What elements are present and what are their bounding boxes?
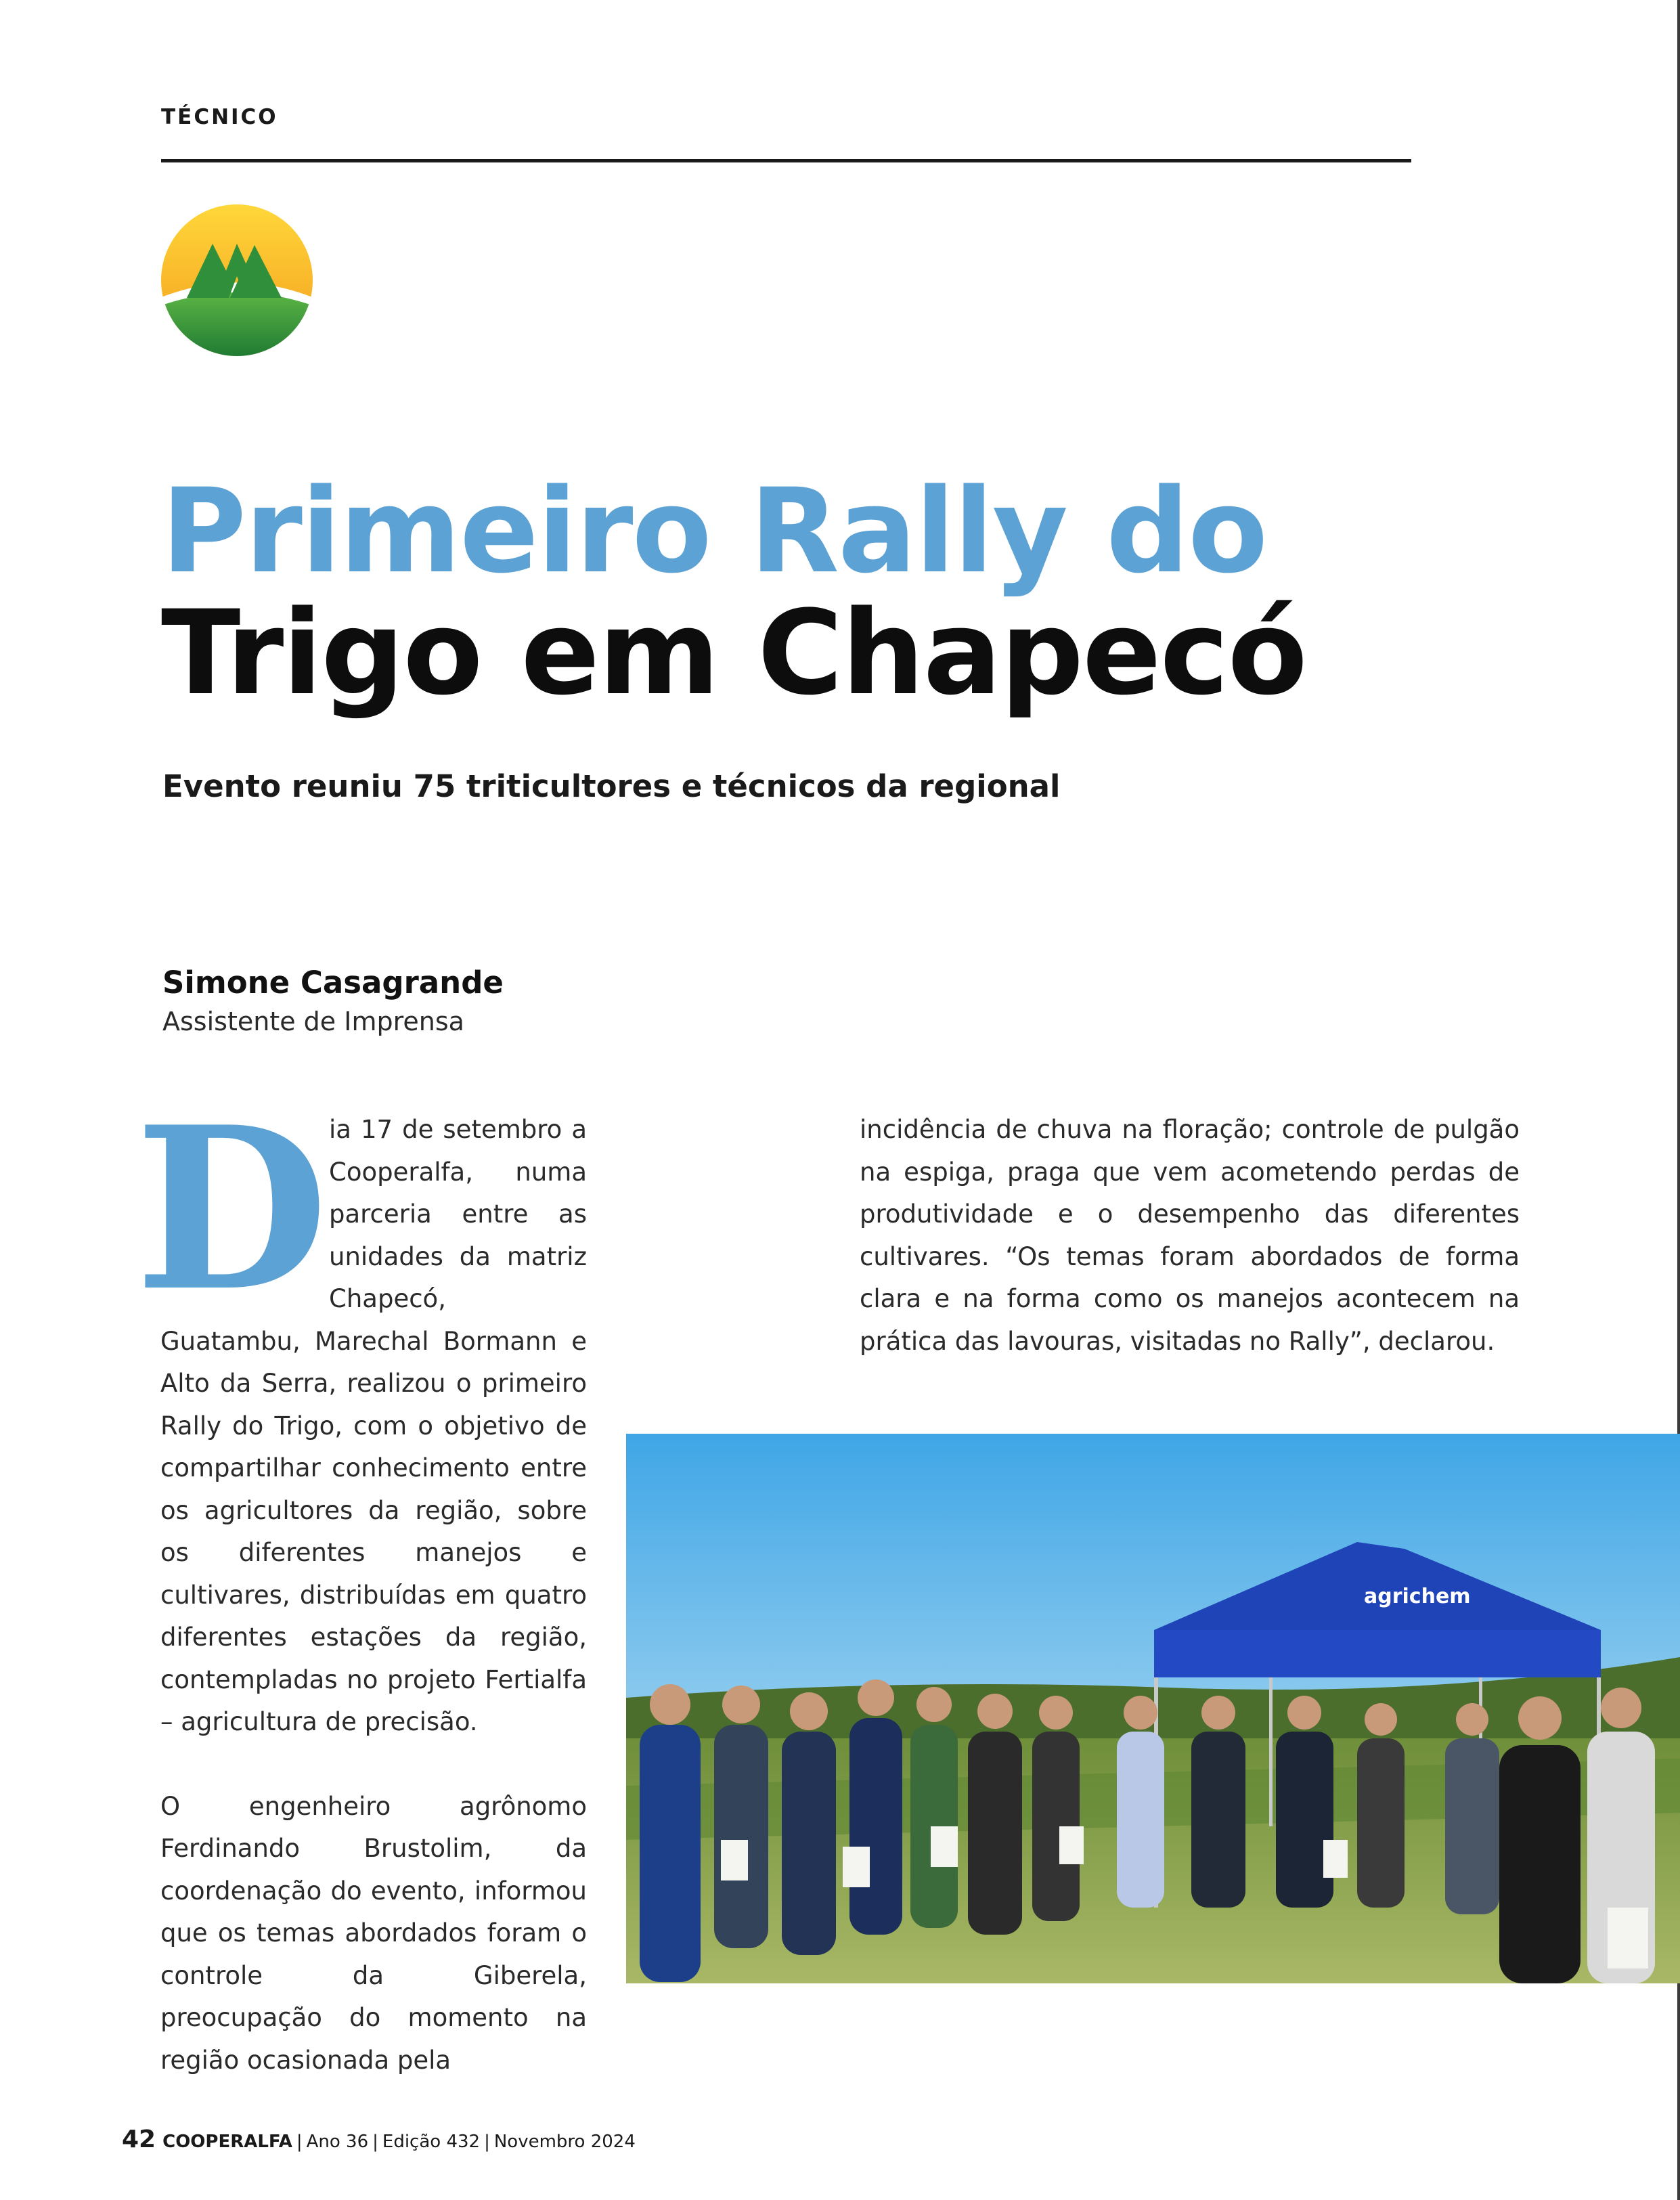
page-number: 42 (122, 2126, 156, 2153)
paragraph-1-text: ia 17 de setembro a Cooperalfa, numa parceria entre as unidades da matriz Chapecó, Guatambu, Marechal Bormann e Alto da Serra, realizou o primeiro Rally do Trigo, com o objetivo de compartilhar conhecimento entre os agricultores da região, sobre os diferentes manejos e cultivares, distribuídas em quatro diferentes estações da região, contempladas no projeto Fertialfa – agricultura de precisão. (160, 1115, 587, 1736)
author-name: Simone Casagrande (162, 965, 504, 1000)
paragraph-1 (135, 1078, 587, 1744)
footer-date: Novembro 2024 (493, 2132, 636, 2152)
article-column-1 (135, 1078, 587, 2082)
article-title-line2: Trigo em Chapecó (161, 585, 1306, 721)
footer-edition: Edição 432 (382, 2132, 481, 2152)
article-subtitle: Evento reuniu 75 triticultores e técnicos da regional (162, 768, 1061, 804)
author-role: Assistente de Imprensa (162, 1007, 464, 1036)
paragraph-3: incidência de chuva na floração; controle de pulgão na espiga, praga que vem acometendo perdas de produtividade e o desempenho das diferentes cultivares. “Os temas foram abordados de forma clara e na forma como os manejos acontecem na prática das lavouras, visitadas no Rally”, declarou. (860, 1115, 1520, 1356)
article-column-2 (860, 1109, 1520, 1363)
magazine-name: COOPERALFA (162, 2132, 292, 2152)
footer-separator: | (484, 2132, 490, 2152)
header-rule (161, 159, 1411, 162)
event-photo (626, 1434, 1680, 1983)
paragraph-2: O engenheiro agrônomo Ferdinando Brustolim, da coordenação do evento, informou que os temas abordados foram o controle da Giberela, preocupação do momento na região ocasionada pela (160, 1791, 587, 2075)
footer-separator: | (372, 2132, 378, 2152)
cooperalfa-logo-icon (160, 203, 314, 357)
tent-brand-text: agrichem (1364, 1585, 1471, 1608)
section-label: TÉCNICO (161, 105, 278, 129)
footer-year: Ano 36 (306, 2132, 369, 2152)
footer-separator: | (296, 2132, 303, 2152)
page-footer (122, 2126, 636, 2153)
article-title-line1: Primeiro Rally do (161, 463, 1267, 599)
drop-cap: D (135, 1078, 329, 1340)
